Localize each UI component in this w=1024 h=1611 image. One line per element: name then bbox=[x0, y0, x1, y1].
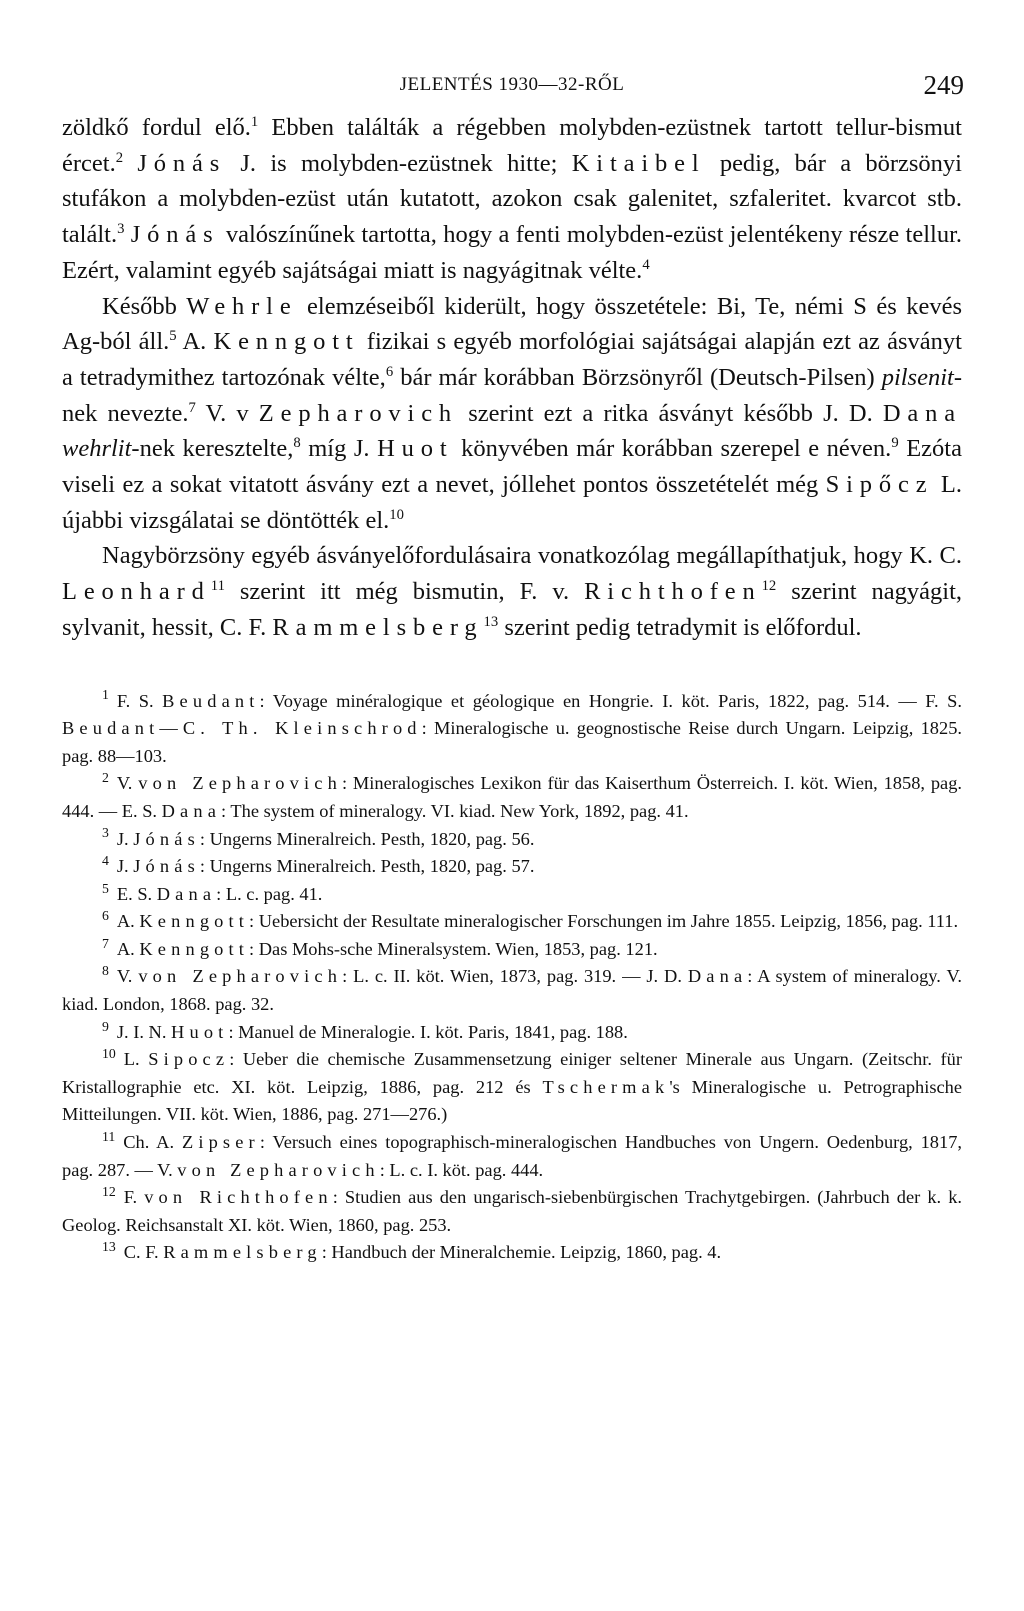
author-name: Rammelsberg bbox=[272, 613, 484, 641]
footnote bbox=[62, 770, 962, 825]
fn-author: Kenngott bbox=[139, 938, 250, 959]
fn-author: von Zepharovich bbox=[138, 773, 342, 794]
footnote-ref: 11 bbox=[210, 577, 225, 594]
footnote-ref: 1 bbox=[250, 113, 259, 130]
footnote bbox=[62, 853, 962, 881]
footnote-ref: 7 bbox=[188, 399, 196, 416]
fn-author: Jónás bbox=[133, 856, 200, 877]
fn-text: : Das Mohs-sche Mineralsystem. Wien, 1853, pag. 121. bbox=[249, 938, 658, 959]
fn-text: : Studien aus den ungarisch-siebenbürgischen Trachytgebirgen. (Jahrbuch der k. k. Geolog. Reichsanstalt XI. köt. Wien, 1860, pag. 253. bbox=[62, 1187, 963, 1235]
text-run: valószínűnek tartotta, hogy a fenti molybden-ezüst jelentékeny része tellur. Ezért, valamint egyéb sajátságai miatt is nagyágitnak vélte. bbox=[62, 221, 963, 284]
footnote bbox=[62, 936, 962, 964]
footnote-number: 8 bbox=[102, 963, 109, 979]
fn-author: Huot bbox=[171, 1021, 229, 1042]
fn-author: Kenngott bbox=[139, 911, 250, 932]
paragraph-1 bbox=[62, 110, 962, 289]
fn-text: : L. c. II. köt. Wien, 1873, pag. 319. — J. D. bbox=[342, 966, 688, 987]
fn-author: Tschermak bbox=[542, 1076, 670, 1097]
document-page bbox=[62, 0, 962, 1267]
paragraph-2 bbox=[62, 289, 962, 539]
fn-text: : Mineralogisches Lexikon für das Kaiserthum Österreich. I. köt. Wien, 1858, pag. 444. — E. S. bbox=[62, 773, 962, 821]
fn-text: C. F. bbox=[123, 1242, 164, 1263]
fn-text: : Manuel de Mineralogie. I. köt. Paris, 1841, pag. 188. bbox=[228, 1021, 628, 1042]
footnote-number: 6 bbox=[102, 908, 109, 924]
fn-text: J. I. N. bbox=[116, 1021, 172, 1042]
footnote-number: 3 bbox=[102, 825, 109, 841]
fn-author: Sipocz bbox=[148, 1049, 230, 1070]
author-name: Huot bbox=[377, 435, 454, 463]
footnote-number: 10 bbox=[102, 1046, 116, 1062]
author-name: Richthofen bbox=[584, 578, 762, 606]
author-name: Dana bbox=[882, 399, 963, 427]
fn-text: : Versuch eines topographisch-mineralogischen Handbuches von Ungern. Oedenburg, 1817, pag. 287. — V. bbox=[62, 1132, 962, 1180]
footnote-ref: 8 bbox=[293, 435, 301, 452]
text-run: -nek keresztelte, bbox=[131, 435, 294, 463]
footnote-number: 7 bbox=[102, 935, 109, 951]
fn-text: : Handbuch der Mineralchemie. Leipzig, 1860, pag. 4. bbox=[321, 1242, 722, 1263]
fn-text: F. bbox=[123, 1187, 145, 1208]
text-run: pedig, bár a börzsönyi stufákon a molybden-ezüst után kutatott, azokon csak galenitet, szfaleritet. kvarcot stb. talált. bbox=[62, 149, 962, 249]
text-run: Ebben találták a régebben molybden-ezüstnek tartott tellur-bismut ércet. bbox=[62, 114, 962, 177]
text-run bbox=[123, 150, 137, 177]
footnote-ref: 10 bbox=[389, 506, 404, 523]
footnote bbox=[62, 908, 962, 936]
footnotes bbox=[62, 688, 962, 1267]
text-run: szerint ezt a ritka ásványt később J. D. bbox=[458, 399, 883, 427]
page-header bbox=[62, 0, 962, 110]
fn-text: : Ungerns Mineralreich. Pesth, 1820, pag. 56. bbox=[199, 828, 535, 849]
fn-text: : L. c. pag. 41. bbox=[216, 883, 323, 904]
fn-text: : Voyage minéralogique et géologique en Hongrie. I. köt. Paris, 1822, pag. 514. — F. S. bbox=[259, 690, 962, 711]
text-run: Nagybörzsöny egyéb ásványelőfordulásaira vonatkozólag megállapíthatjuk, hogy K. C. bbox=[102, 542, 962, 570]
footnote bbox=[62, 688, 962, 771]
author-name: Jónás bbox=[137, 149, 227, 177]
text-run: Később bbox=[102, 292, 187, 320]
fn-author: von Richthofen bbox=[144, 1187, 333, 1208]
author-name: Leonhard bbox=[62, 578, 211, 606]
text-run: zöldkő fordul elő. bbox=[62, 114, 251, 141]
fn-text: : L. c. I. köt. pag. 444. bbox=[379, 1159, 544, 1180]
text-run: könyvében már korábban szerepel e néven. bbox=[453, 435, 892, 463]
footnote-number: 2 bbox=[102, 770, 109, 786]
footnote-number: 13 bbox=[102, 1239, 116, 1255]
fn-author: Dana bbox=[687, 966, 748, 987]
fn-text: : Uebersicht der Resultate mineralogischer Forschungen im Jahre 1855. Leipzig, 1856, pag. 111. bbox=[249, 911, 959, 932]
text-run: míg J. bbox=[300, 435, 378, 463]
paragraph-3 bbox=[62, 538, 962, 645]
mineral-name: pilsenit bbox=[881, 363, 954, 391]
footnote-ref: 3 bbox=[117, 220, 125, 237]
fn-author: Beudant bbox=[162, 690, 260, 711]
text-run: -nek nevezte. bbox=[62, 363, 962, 427]
body-text bbox=[62, 110, 962, 646]
fn-author: Zipser bbox=[181, 1132, 260, 1153]
footnote-ref: 13 bbox=[483, 613, 499, 630]
fn-text: : A system of mineralogy. V. kiad. London, 1868. pag. 32. bbox=[62, 966, 962, 1015]
text-run: L. újabbi vizsgálatai se döntötték el. bbox=[62, 471, 962, 534]
author-name: Zepharovich bbox=[258, 399, 459, 427]
text-run: J. is molybden-ezüstnek hitte; bbox=[226, 149, 572, 177]
author-name: Jónás bbox=[130, 221, 220, 249]
footnote bbox=[62, 1129, 962, 1184]
fn-text: A. bbox=[116, 911, 140, 932]
fn-text: L. bbox=[123, 1049, 149, 1070]
footnote-ref: 6 bbox=[385, 363, 394, 380]
footnote-number: 1 bbox=[102, 687, 109, 703]
footnote-ref: 12 bbox=[761, 577, 777, 594]
fn-text: Ch. A. bbox=[123, 1132, 182, 1153]
footnote-ref: 4 bbox=[642, 256, 650, 273]
fn-text: V. bbox=[116, 966, 139, 987]
fn-text: : The system of mineralogy. VI. kiad. New York, 1892, pag. 41. bbox=[221, 800, 689, 821]
footnote bbox=[62, 963, 962, 1018]
footnote bbox=[62, 1184, 962, 1239]
text-run: szerint pedig tetradymit is előfordul. bbox=[498, 613, 862, 641]
text-run: szerint itt még bismutin, F. v. bbox=[224, 578, 585, 606]
text-run: elemzéseiből kiderült, hogy összetétele: Bi, Te, némi S és kevés Ag-ból áll. bbox=[62, 292, 962, 356]
fn-author: Rammelsberg bbox=[163, 1242, 322, 1263]
page-number: 249 bbox=[923, 70, 964, 100]
fn-text: E. S. bbox=[116, 883, 157, 904]
footnote-ref: 5 bbox=[169, 328, 177, 345]
footnote-number: 4 bbox=[102, 852, 109, 868]
footnote-number: 12 bbox=[102, 1184, 116, 1200]
running-head: JELENTÉS 1930—32-RŐL bbox=[399, 74, 625, 95]
author-name: Kitaibel bbox=[571, 149, 706, 177]
fn-text: F. S. bbox=[116, 690, 163, 711]
fn-text: 's Mineralogische u. Petrographische Mitteilungen. VII. köt. Wien, 1886, pag. 271—276.) bbox=[62, 1076, 963, 1125]
fn-text: J. bbox=[116, 856, 134, 877]
fn-text: : Ueber die chemische Zusammensetzung einiger seltener Minerale aus Ungarn. (Zeitschr. für Kristallographie etc. XI. köt. Leipzig, 1886, pag. 212 és bbox=[62, 1049, 962, 1097]
fn-author: Dana bbox=[156, 883, 217, 904]
fn-author: Dana bbox=[161, 800, 222, 821]
text-run: fizikai s egyéb morfológiai sajátságai alapján ezt az ásványt a tetradymithez tartozónak vélte, bbox=[62, 328, 962, 391]
fn-author: Jónás bbox=[133, 828, 200, 849]
footnote-ref: 9 bbox=[891, 435, 899, 452]
fn-text: : Mineralogische u. geognostische Reise durch Ungarn. Leipzig, 1825. pag. 88—103. bbox=[62, 718, 962, 766]
fn-author: Beudant—C. Th. Kleinschrod bbox=[62, 718, 422, 739]
text-run: bár már korábban Börzsönyről (Deutsch-Pilsen) bbox=[393, 363, 882, 391]
footnote bbox=[62, 1046, 962, 1129]
text-run: szerint nagyágit, sylvanit, hessit, C. F. bbox=[62, 578, 963, 641]
text-run: A. bbox=[176, 328, 214, 356]
fn-text: : Ungerns Mineralreich. Pesth, 1820, pag. 57. bbox=[199, 856, 535, 877]
fn-text: V. bbox=[116, 773, 139, 794]
footnote-number: 11 bbox=[102, 1128, 116, 1144]
author-name: Kenngott bbox=[213, 328, 360, 356]
footnote bbox=[62, 1019, 962, 1047]
footnote bbox=[62, 1239, 962, 1267]
fn-text: A. bbox=[116, 938, 140, 959]
text-run: V. v bbox=[195, 399, 259, 427]
footnote bbox=[62, 881, 962, 909]
fn-author: von Zepharovich bbox=[177, 1159, 380, 1180]
fn-author: von Zepharovich bbox=[138, 966, 343, 987]
author-name: Wehrle bbox=[186, 292, 298, 320]
fn-text: J. bbox=[116, 828, 134, 849]
footnote bbox=[62, 826, 962, 854]
mineral-name: wehrlit bbox=[62, 435, 132, 463]
author-name: Sipőcz bbox=[825, 471, 934, 499]
footnote-number: 5 bbox=[102, 880, 109, 896]
footnote-number: 9 bbox=[102, 1018, 109, 1034]
footnote-ref: 2 bbox=[115, 149, 124, 166]
text-run: Ezóta viseli ez a sokat vitatott ásvány ezt a nevet, jóllehet pontos összetételét még bbox=[62, 435, 962, 499]
